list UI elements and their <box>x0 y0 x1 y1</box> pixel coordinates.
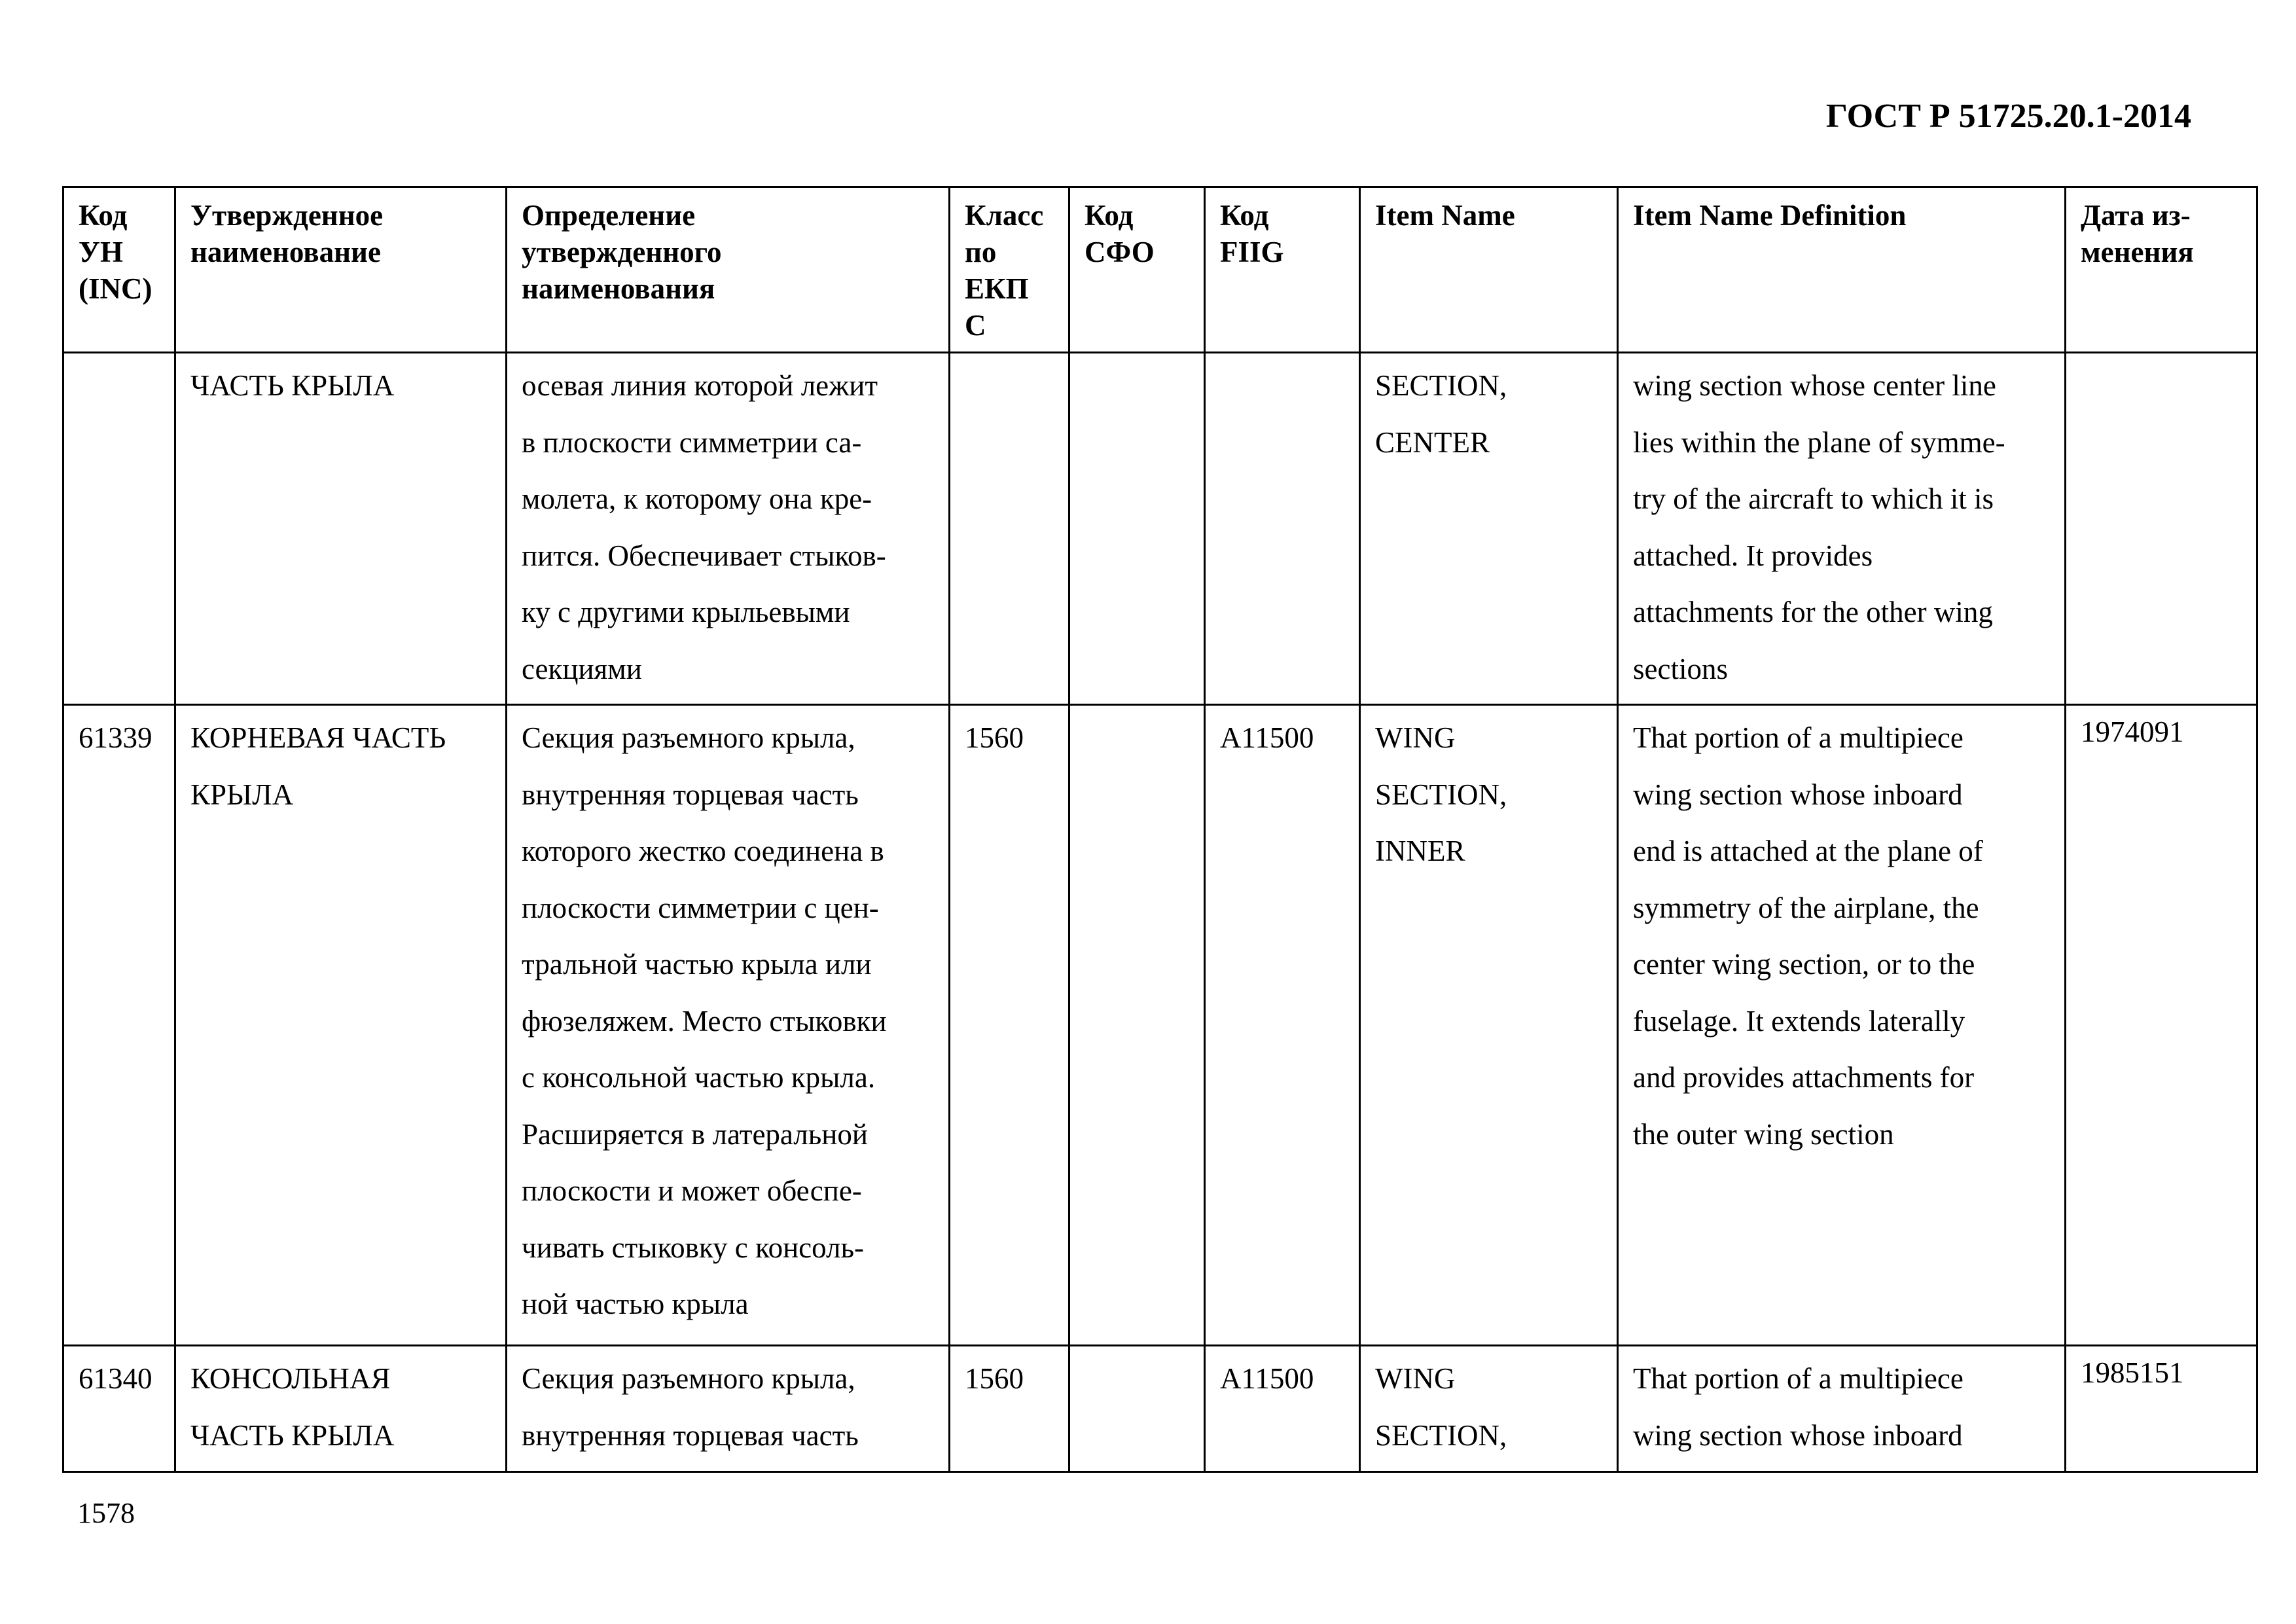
col-header-fiig-code: Код FIIG <box>1205 187 1360 353</box>
col-header-definition: Определение утвержденного наименования <box>507 187 950 353</box>
col-header-change-date: Дата из- менения <box>2066 187 2257 353</box>
cell-class: 1560 <box>950 1346 1069 1472</box>
cell-definition: осевая линия которой лежит в плоскости симметрии са- молета, к которому она кре- пится. Обеспечивает стыков- ку с другими крыльевыми секциями <box>507 353 950 705</box>
table-header-row <box>63 187 2257 353</box>
document-standard-code: ГОСТ Р 51725.20.1-2014 <box>1825 98 2191 135</box>
col-header-item-name: Item Name <box>1360 187 1618 353</box>
page-number: 1578 <box>77 1497 135 1529</box>
table-row <box>63 353 2257 705</box>
cell-fiig-code: A11500 <box>1205 705 1360 1346</box>
cell-inc: 61340 <box>63 1346 175 1472</box>
cell-item-name-definition: wing section whose center line lies within the plane of symme- try of the aircraft to which it is attached. It provides attachments for the other wing sections <box>1618 353 2066 705</box>
cell-sfo-code <box>1069 1346 1205 1472</box>
cell-definition: Секция разъемного крыла, внутренняя торцевая часть <box>507 1346 950 1472</box>
item-name-table <box>62 186 2258 1473</box>
col-header-inc: Код УН (INC) <box>63 187 175 353</box>
cell-fiig-code <box>1205 353 1360 705</box>
col-header-approved-name: Утвержденное наименование <box>175 187 507 353</box>
cell-change-date: 1985151 <box>2066 1346 2257 1472</box>
col-header-class: Класс по ЕКП С <box>950 187 1069 353</box>
col-header-item-name-definition: Item Name Definition <box>1618 187 2066 353</box>
cell-class <box>950 353 1069 705</box>
cell-item-name-definition: That portion of a multipiece wing section whose inboard end is attached at the plane of symmetry of the airplane, the center wing section, or to the fuselage. It extends laterally and provides attachments for the outer wing section <box>1618 705 2066 1346</box>
cell-approved-name: КОРНЕВАЯ ЧАСТЬ КРЫЛА <box>175 705 507 1346</box>
cell-inc <box>63 353 175 705</box>
table-row <box>63 1346 2257 1472</box>
cell-approved-name: ЧАСТЬ КРЫЛА <box>175 353 507 705</box>
table-row <box>63 705 2257 1346</box>
cell-change-date: 1974091 <box>2066 705 2257 1346</box>
cell-approved-name: КОНСОЛЬНАЯ ЧАСТЬ КРЫЛА <box>175 1346 507 1472</box>
cell-item-name-definition: That portion of a multipiece wing section whose inboard <box>1618 1346 2066 1472</box>
cell-sfo-code <box>1069 353 1205 705</box>
cell-change-date <box>2066 353 2257 705</box>
cell-item-name: WING SECTION, <box>1360 1346 1618 1472</box>
cell-sfo-code <box>1069 705 1205 1346</box>
cell-fiig-code: A11500 <box>1205 1346 1360 1472</box>
cell-item-name: SECTION, CENTER <box>1360 353 1618 705</box>
cell-item-name: WING SECTION, INNER <box>1360 705 1618 1346</box>
cell-inc: 61339 <box>63 705 175 1346</box>
col-header-sfo-code: Код СФО <box>1069 187 1205 353</box>
cell-class: 1560 <box>950 705 1069 1346</box>
cell-definition: Секция разъемного крыла, внутренняя торцевая часть которого жестко соединена в плоскости симметрии с цен- тральной частью крыла или фюзеляжем. Место стыковки с консольной частью крыла. Расширяется в латеральной плоскости и может обеспе- чивать стыковку с консоль- ной частью крыла <box>507 705 950 1346</box>
